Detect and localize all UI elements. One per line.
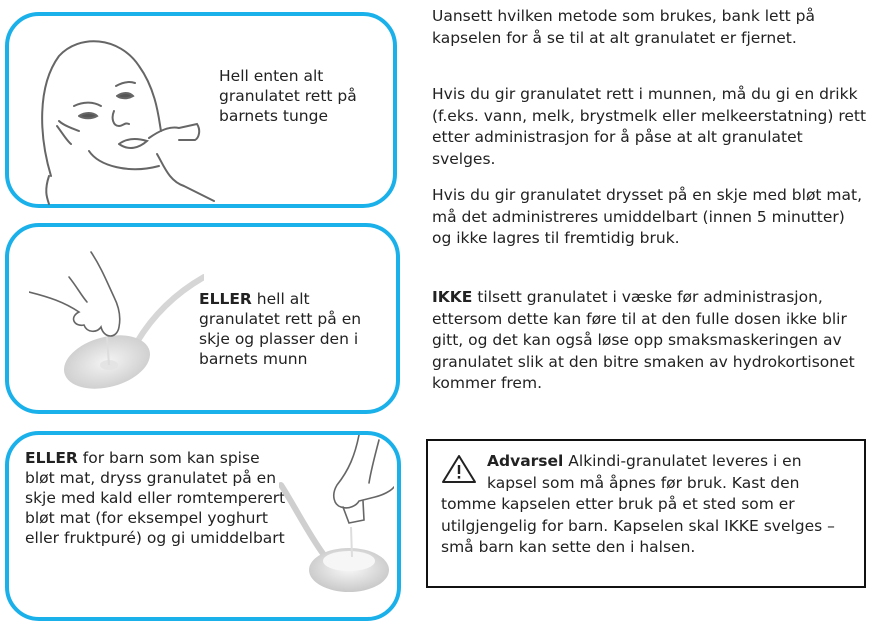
step-box-soft-food bbox=[5, 431, 401, 621]
instruction-no-liquid bbox=[432, 287, 868, 395]
instruction-soft-food bbox=[432, 185, 868, 250]
warning-text bbox=[441, 451, 856, 559]
step-text-spoon bbox=[199, 289, 394, 369]
step-keyword: ELLER bbox=[25, 449, 78, 467]
step-box-spoon bbox=[5, 223, 400, 414]
paragraph: Uansett hvilken metode som brukes, bank lett på kapselen for å se til at alt granulatet er fjernet. bbox=[432, 7, 816, 47]
warning-triangle-icon bbox=[441, 453, 477, 485]
paragraph: Hvis du gir granulatet rett i munnen, må du gi en drikk (f.eks. vann, melk, brystmelk eller melkeerstatning) rett etter administrasjon for å påse at alt granulatet svelges. bbox=[432, 85, 867, 168]
emphasis-keyword: IKKE bbox=[432, 288, 473, 306]
step-text-body: hell alt granulatet rett på en skje og plasser den i barnets munn bbox=[199, 290, 362, 368]
warning-title: Advarsel bbox=[487, 452, 564, 470]
paragraph: Hvis du gir granulatet drysset på en skje med bløt mat, må det administreres umiddelbart (innen 5 minutter) og ikke lagres til fremtidig bruk. bbox=[432, 186, 863, 247]
step-text-tongue: Hell enten alt granulatet rett på barnets tunge bbox=[219, 67, 357, 125]
warning-body: Alkindi-granulatet leveres i en kapsel som må åpnes før bruk. Kast den tomme kapselen etter bruk på et sted som er utilgjengelig for barn. Kapselen skal IKKE svelges – små barn kan sette den i halsen. bbox=[441, 452, 835, 556]
step-keyword: ELLER bbox=[199, 290, 252, 308]
spoon-pour-icon bbox=[29, 247, 204, 397]
step-text-soft-food bbox=[25, 448, 290, 548]
step-text-body: for barn som kan spise bløt mat, dryss granulatet på en skje med kald eller romtemperert bløt mat (for eksempel yoghurt eller fruktpuré) og gi umiddelbart bbox=[25, 449, 286, 547]
spoon-soft-food-pour-icon bbox=[279, 435, 394, 615]
warning-box bbox=[426, 439, 866, 588]
instruction-give-drink bbox=[432, 84, 868, 170]
paragraph-body: tilsett granulatet i væske før administrasjon, ettersom dette kan føre til at den fulle dosen ikke blir gitt, og det kan også løse opp smaksmaskeringen av granulatet slik at den bitre smaken av hydrokortisonet kommer frem. bbox=[432, 288, 855, 392]
instruction-tap-capsule bbox=[432, 6, 868, 49]
step-box-tongue bbox=[5, 12, 397, 208]
paragraph bbox=[432, 287, 868, 395]
baby-mouth-pour-icon bbox=[19, 26, 219, 206]
